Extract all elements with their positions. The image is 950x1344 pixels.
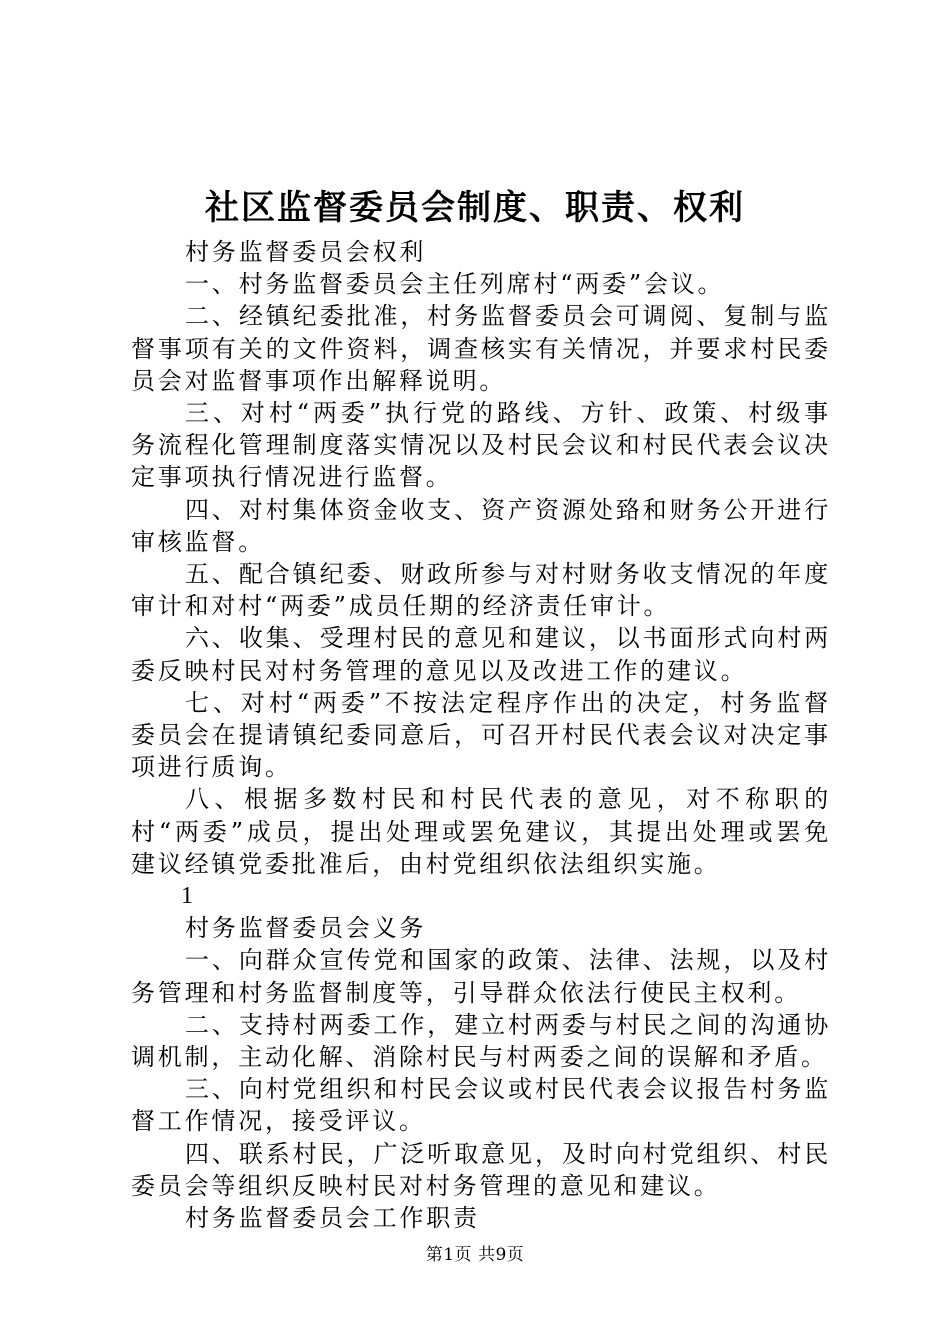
paragraph: 五、配合镇纪委、财政所参与对村财务收支情况的年度审计和对村“两委”成员任期的经济责任审计。 [131,560,831,621]
section-heading-obligations: 村务监督委员会义务 [185,914,427,943]
paragraph: 二、支持村两委工作，建立村两委与村民之间的沟通协调机制，主动化解、消除村民与村两委之间的误解和矛盾。 [131,1010,831,1072]
paragraph: 三、向村党组织和村民会议或村民代表会议报告村务监督工作情况，接受评议。 [131,1075,831,1136]
paragraph: 三、对村“两委”执行党的路线、方针、政策、村级事务流程化管理制度落实情况以及村民会议和村民代表会议决定事项执行情况进行监督。 [131,399,831,492]
paragraph: 六、收集、受理村民的意见和建议，以书面形式向村两委反映村民对村务管理的意见以及改进工作的建议。 [131,624,831,685]
section-heading-duties: 村务监督委员会工作职责 [185,1204,480,1233]
paragraph: 四、对村集体资金收支、资产资源处臵和财务公开进行审核监督。 [131,495,831,556]
paragraph: 八、根据多数村民和村民代表的意见，对不称职的村“两委”成员，提出处理或罢免建议，其提出处理或罢免建议经镇党委批准后，由村党组织依法组织实施。 [131,785,831,878]
document-title: 社区监督委员会制度、职责、权利 [205,188,745,228]
paragraph: 七、对村“两委”不按法定程序作出的决定，村务监督委员会在提请镇纪委同意后，可召开村民代表会议对决定事项进行质询。 [131,688,831,782]
inline-page-number: 1 [181,883,193,910]
paragraph: 二、经镇纪委批准，村务监督委员会可调阅、复制与监督事项有关的文件资料，调查核实有关情况，并要求村民委员会对监督事项作出解释说明。 [131,302,831,395]
section-heading-rights: 村务监督委员会权利 [185,238,427,266]
page-footer: 第1页 共9页 [425,1245,525,1265]
paragraph: 一、村务监督委员会主任列席村“两委”会议。 [185,270,725,299]
document-body [131,236,831,1234]
paragraph: 一、向群众宣传党和国家的政策、法律、法规，以及村务管理和村务监督制度等，引导群众依法行使民主权利。 [131,946,831,1007]
paragraph: 四、联系村民，广泛听取意见，及时向村党组织、村民委员会等组织反映村民对村务管理的意见和建议。 [131,1139,831,1200]
